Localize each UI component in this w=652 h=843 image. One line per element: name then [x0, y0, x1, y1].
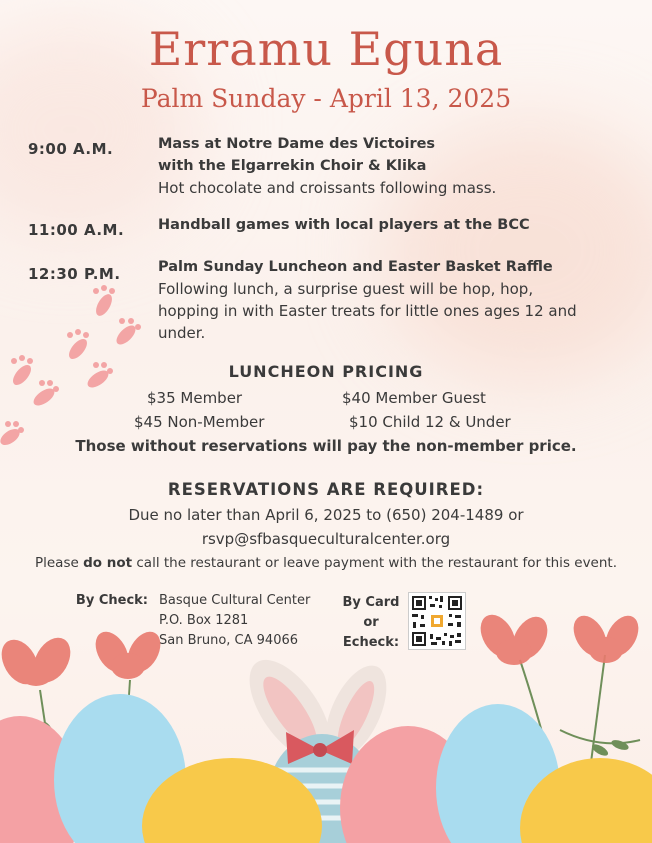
schedule-time: 9:00 A.M.: [28, 140, 114, 158]
address-line: San Bruno, CA 94066: [159, 633, 299, 648]
by-check-label: By Check:: [75, 593, 148, 608]
price-member: $35 Member: [147, 389, 243, 407]
schedule-event: [158, 133, 598, 199]
price-child: $10 Child 12 & Under: [349, 413, 511, 431]
schedule-time: 11:00 A.M.: [28, 221, 125, 239]
card-label-line: or: [363, 615, 379, 630]
pricing-note: Those without reservations will pay the non-member price.: [75, 437, 577, 455]
event-detail: Following lunch, a surprise guest will be hop, hop, hopping in with Easter treats for little ones ages 12 and under.: [158, 280, 577, 342]
schedule-event: [158, 214, 598, 236]
schedule-time: 12:30 P.M.: [28, 265, 121, 283]
page-title: Erramu Eguna: [148, 22, 504, 76]
event-title-line: Handball games with local players at the BCC: [158, 217, 530, 233]
reservations-title: RESERVATIONS ARE REQUIRED:: [167, 480, 485, 499]
card-label-line: Echeck:: [342, 635, 400, 650]
price-member-guest: $40 Member Guest: [342, 389, 486, 407]
price-non-member: $45 Non-Member: [134, 413, 265, 431]
reservations-deadline: Due no later than April 6, 2025 to (650) 204-1489 or: [128, 506, 524, 524]
warning-text: Please: [34, 555, 84, 571]
reservations-email: rsvp@sfbasqueculturalcenter.org: [201, 530, 451, 548]
warning-text: call the restaurant or leave payment with the restaurant for this event.: [132, 555, 618, 571]
event-title-line: with the Elgarrekin Choir & Klika: [158, 158, 427, 174]
card-label-line: By Card: [342, 595, 400, 610]
reservations-warning: [0, 555, 652, 571]
event-detail: Hot chocolate and croissants following mass.: [158, 179, 497, 197]
pricing-title: LUNCHEON PRICING: [228, 362, 424, 381]
warning-emphasis: do not: [83, 555, 133, 571]
address-line: Basque Cultural Center: [159, 593, 311, 608]
page-subtitle: Palm Sunday - April 13, 2025: [140, 84, 512, 113]
event-title-line: Mass at Notre Dame des Victoires: [158, 136, 436, 152]
schedule-event: [158, 256, 588, 344]
easter-eggs-illustration: [0, 600, 652, 843]
event-title-line: Palm Sunday Luncheon and Easter Basket Raffle: [158, 259, 553, 275]
address-line: P.O. Box 1281: [159, 613, 249, 628]
